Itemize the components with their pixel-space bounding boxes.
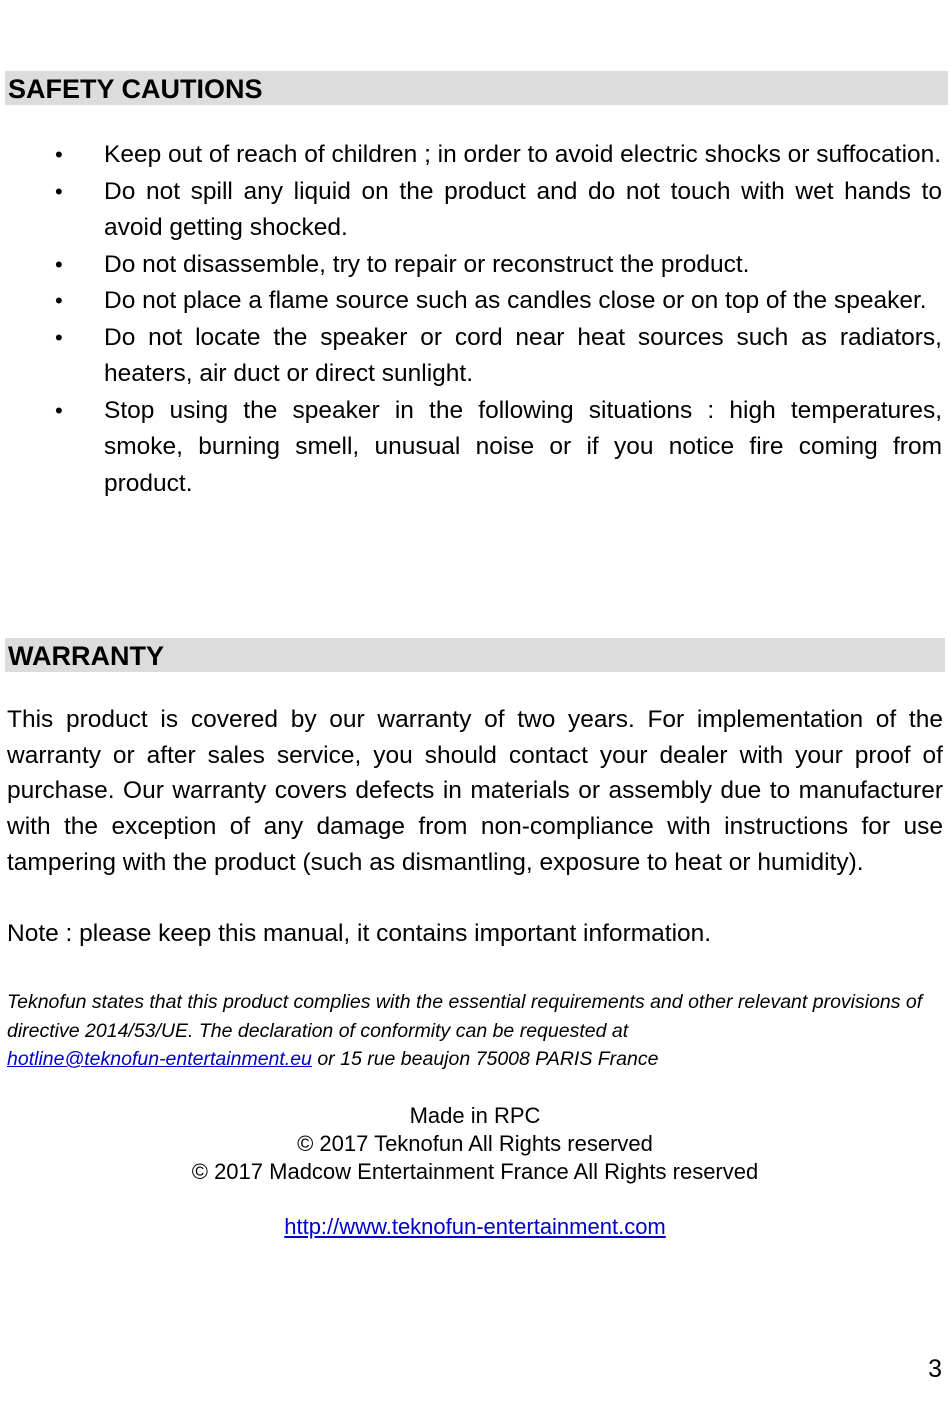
list-item-text: Stop using the speaker in the following situations : high temperatures, smoke, burning smell, unusual noise or if you notice fire coming from product. (104, 396, 942, 497)
list-item-text: Do not spill any liquid on the product and do not touch with wet hands to avoid getting shocked. (104, 177, 942, 241)
list-item (0, 247, 942, 284)
bullet-icon: • (55, 178, 63, 204)
copyright-madcow: © 2017 Madcow Entertainment France All Rights reserved (191, 1159, 759, 1184)
list-item (0, 283, 942, 320)
warranty-header (5, 638, 945, 672)
made-in-label: Made in RPC (409, 1103, 541, 1128)
warranty-note: Note : please keep this manual, it contains important information. (7, 920, 712, 947)
warranty-body: This product is covered by our warranty of two years. For implementation of the warranty or after sales service, you should contact your dealer with your proof of purchase. Our warranty covers defects in materials or assembly due to manufacturer with the exception of any damage from non-compliance with instructions for use tampering with the product (such as dismantling, exposure to heat or humidity). (7, 706, 943, 876)
copyright-teknofun: © 2017 Teknofun All Rights reserved (297, 1131, 653, 1156)
bullet-icon: • (55, 142, 63, 167)
list-item (0, 320, 942, 393)
bullet-icon: • (55, 397, 63, 423)
safety-cautions-title: SAFETY CAUTIONS (8, 74, 263, 104)
safety-cautions-header (5, 71, 948, 105)
page-number: 3 (928, 1355, 942, 1383)
hotline-email-link[interactable]: hotline@teknofun-entertainment.eu (7, 1048, 312, 1070)
bullet-icon: • (55, 251, 63, 277)
warranty-title: WARRANTY (8, 641, 164, 671)
website-line (0, 1213, 950, 1241)
conformity-address: or 15 rue beaujon 75008 PARIS France (311, 1048, 659, 1070)
list-item-text: Do not locate the speaker or cord near heat sources such as radiators, heaters, air duct or direct sunlight. (104, 323, 942, 387)
list-item-text: Do not disassemble, try to repair or reconstruct the product. (104, 250, 750, 278)
bullet-icon: • (55, 324, 63, 350)
list-item-text: Do not place a flame source such as candles close or on top of the speaker. (104, 287, 927, 314)
safety-cautions-list (0, 137, 950, 502)
conformity-statement (7, 988, 943, 1074)
website-link[interactable]: http://www.teknofun-entertainment.com (284, 1214, 666, 1239)
conformity-text: Teknofun states that this product complies with the essential requirements and other relevant provisions of directive 2014/53/UE. The declaration of conformity can be requested at (7, 991, 923, 1042)
bullet-icon: • (55, 288, 63, 313)
list-item-text: Keep out of reach of children ; in order to avoid electric shocks or suffocation. (104, 141, 942, 168)
list-item (0, 393, 942, 503)
list-item (0, 137, 942, 174)
list-item (0, 174, 942, 247)
